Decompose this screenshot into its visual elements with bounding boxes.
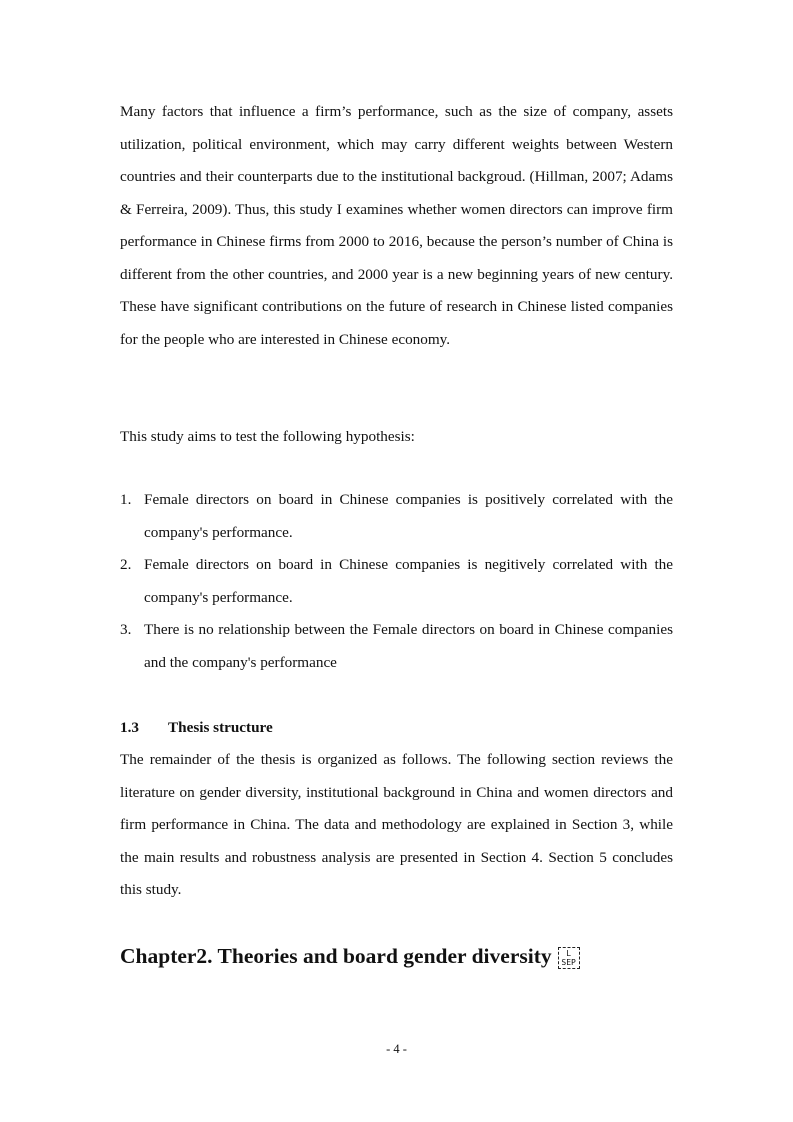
hypothesis-item bbox=[120, 549, 673, 614]
thesis-structure-paragraph: The remainder of the thesis is organized as follows. The following section reviews the literature on gender diversity, institutional background in China and women directors and firm performance in China. The data and methodology are explained in Section 3, while the main results and robustness analysis are presented in Section 4. Section 5 concludes this study. bbox=[120, 751, 673, 898]
section-number: 1.3 bbox=[120, 719, 139, 736]
hypothesis-number: 1. bbox=[120, 491, 132, 508]
hypothesis-number: 3. bbox=[120, 621, 132, 638]
separator-glyph-icon bbox=[558, 947, 580, 969]
hypothesis-number: 2. bbox=[120, 556, 132, 573]
hypothesis-text: Female directors on board in Chinese companies is positively correlated with the company's performance. bbox=[144, 491, 673, 541]
hypothesis-intro: This study aims to test the following hypothesis: bbox=[120, 428, 415, 445]
page-number: - 4 - bbox=[386, 1042, 407, 1056]
intro-paragraph: Many factors that influence a firm’s performance, such as the size of company, assets utilization, political environment, which may carry different weights between Western countries and their counterparts due to the institutional backgroud. (Hillman, 2007; Adams & Ferreira, 2009). Thus, this study I examines whether women directors can improve firm performance in Chinese firms from 2000 to 2016, because the person’s number of China is different from the other countries, and 2000 year is a new beginning years of new century. These have significant contributions on the future of research in Chinese listed companies for the people who are interested in Chinese economy. bbox=[120, 103, 673, 348]
hypothesis-item bbox=[120, 484, 673, 549]
hypothesis-text: There is no relationship between the Female directors on board in Chinese companies and the company's performance bbox=[144, 621, 673, 671]
sep-glyph-bottom: SEP bbox=[561, 958, 576, 968]
hypothesis-text: Female directors on board in Chinese companies is negitively correlated with the company's performance. bbox=[144, 556, 673, 606]
sep-glyph-top: L bbox=[566, 949, 572, 959]
section-title: Thesis structure bbox=[168, 719, 273, 736]
chapter-heading bbox=[120, 938, 580, 974]
hypothesis-item bbox=[120, 614, 673, 679]
section-heading bbox=[120, 712, 273, 745]
chapter-title: Chapter2. Theories and board gender diversity bbox=[120, 944, 552, 968]
hypothesis-list bbox=[120, 484, 673, 679]
